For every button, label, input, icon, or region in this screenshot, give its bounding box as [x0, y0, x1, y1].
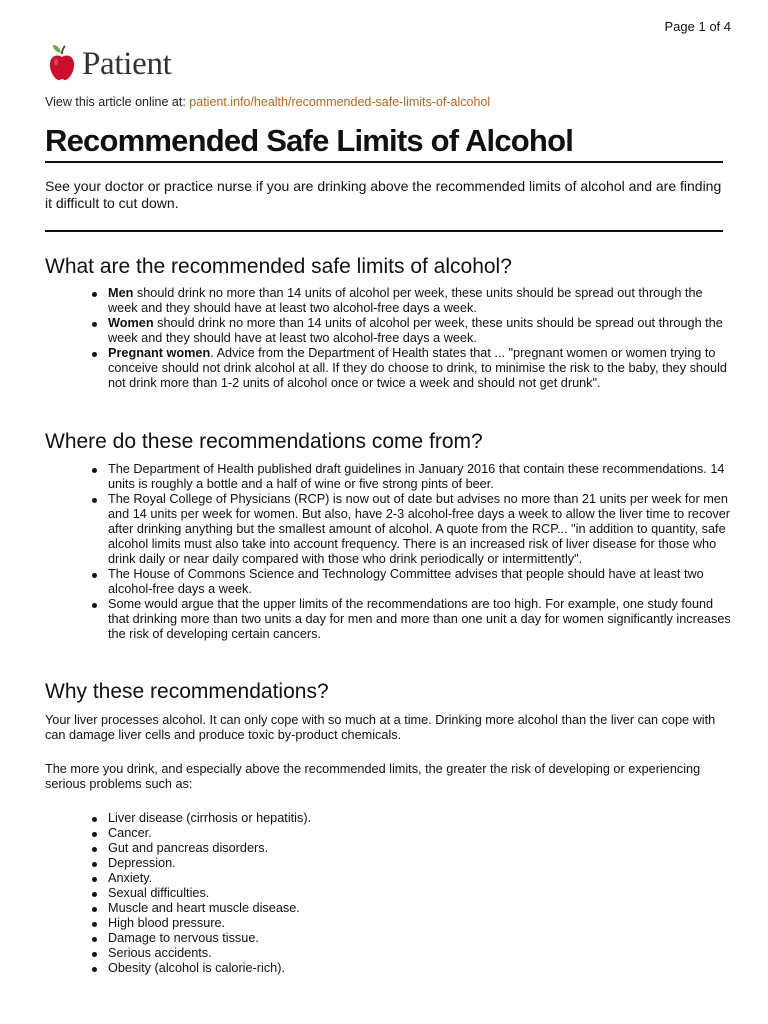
list-item: Serious accidents. [91, 946, 731, 961]
list-item: Gut and pancreas disorders. [91, 841, 731, 856]
list-item: Liver disease (cirrhosis or hepatitis). [91, 811, 731, 826]
list-item: High blood pressure. [91, 916, 731, 931]
article-link[interactable]: patient.info/health/recommended-safe-limits-of-alcohol [189, 95, 491, 109]
list-item: Pregnant women. Advice from the Department of Health states that ... "pregnant women or women trying to conceive should not drink alcohol at all. If they do choose to drink, to minimise the risk to the baby, they should not drink more than 1-2 units of alcohol once or twice a week and should not get drunk". [91, 346, 731, 391]
list-item: Men should drink no more than 14 units of alcohol per week, these units should be spread out through the week and they should have at least two alcohol-free days a week. [91, 286, 731, 316]
list-item: Muscle and heart muscle disease. [91, 901, 731, 916]
heading-why: Why these recommendations? [45, 680, 329, 703]
logo-text: Patient [82, 45, 172, 82]
list-item: Obesity (alcohol is calorie-rich). [91, 961, 731, 976]
page-title: Recommended Safe Limits of Alcohol [45, 122, 723, 163]
apple-icon [46, 44, 78, 84]
list-item: The Royal College of Physicians (RCP) is now out of date but advises no more than 21 units per week for men and 14 units per week for women. But also, have 2-3 alcohol-free days a week to allow the liver time to recover after drinking anything but the smallest amount of alcohol. A quote from the RCP... "in addition to quantity, safe alcohol limits must also take into account frequency. There is an increased risk of liver disease for those who drink daily or near daily compared with those who drink periodically or intermittently". [91, 492, 731, 567]
paragraph: The more you drink, and especially above the recommended limits, the greater the risk of developing or experiencing serious problems such as: [45, 762, 701, 791]
list-item: Damage to nervous tissue. [91, 931, 731, 946]
list-item: Cancer. [91, 826, 731, 841]
page-number: Page 1 of 4 [664, 19, 731, 34]
list-item: The House of Commons Science and Technology Committee advises that people should have at least two alcohol-free days a week. [91, 567, 731, 597]
intro-text: See your doctor or practice nurse if you are drinking above the recommended limits of alcohol and are finding it difficult to cut down. [45, 178, 722, 211]
list-item: Some would argue that the upper limits of the recommendations are too high. For example, one study found that drinking more than two units a day for men and more than one unit a day for women significantly increases the risk of developing certain cancers. [91, 597, 731, 642]
online-link-line [45, 95, 490, 109]
heading-where-from: Where do these recommendations come from? [45, 430, 483, 453]
heading-safe-limits: What are the recommended safe limits of alcohol? [45, 255, 512, 278]
list-item: Women should drink no more than 14 units of alcohol per week, these units should be spread out through the week and they should have at least two alcohol-free days a week. [91, 316, 731, 346]
online-prefix: View this article online at: [45, 95, 190, 109]
list-item: Sexual difficulties. [91, 886, 731, 901]
list-where-from [91, 462, 731, 642]
list-item: Anxiety. [91, 871, 731, 886]
divider [45, 230, 723, 232]
paragraph: Your liver processes alcohol. It can only cope with so much at a time. Drinking more alcohol than the liver can cope with can damage liver cells and produce toxic by-product chemicals. [45, 713, 716, 742]
list-problems [91, 811, 731, 976]
patient-logo[interactable] [46, 44, 172, 84]
list-safe-limits [91, 286, 731, 391]
list-item: Depression. [91, 856, 731, 871]
list-item: The Department of Health published draft guidelines in January 2016 that contain these recommendations. 14 units is roughly a bottle and a half of wine or five strong pints of beer. [91, 462, 731, 492]
